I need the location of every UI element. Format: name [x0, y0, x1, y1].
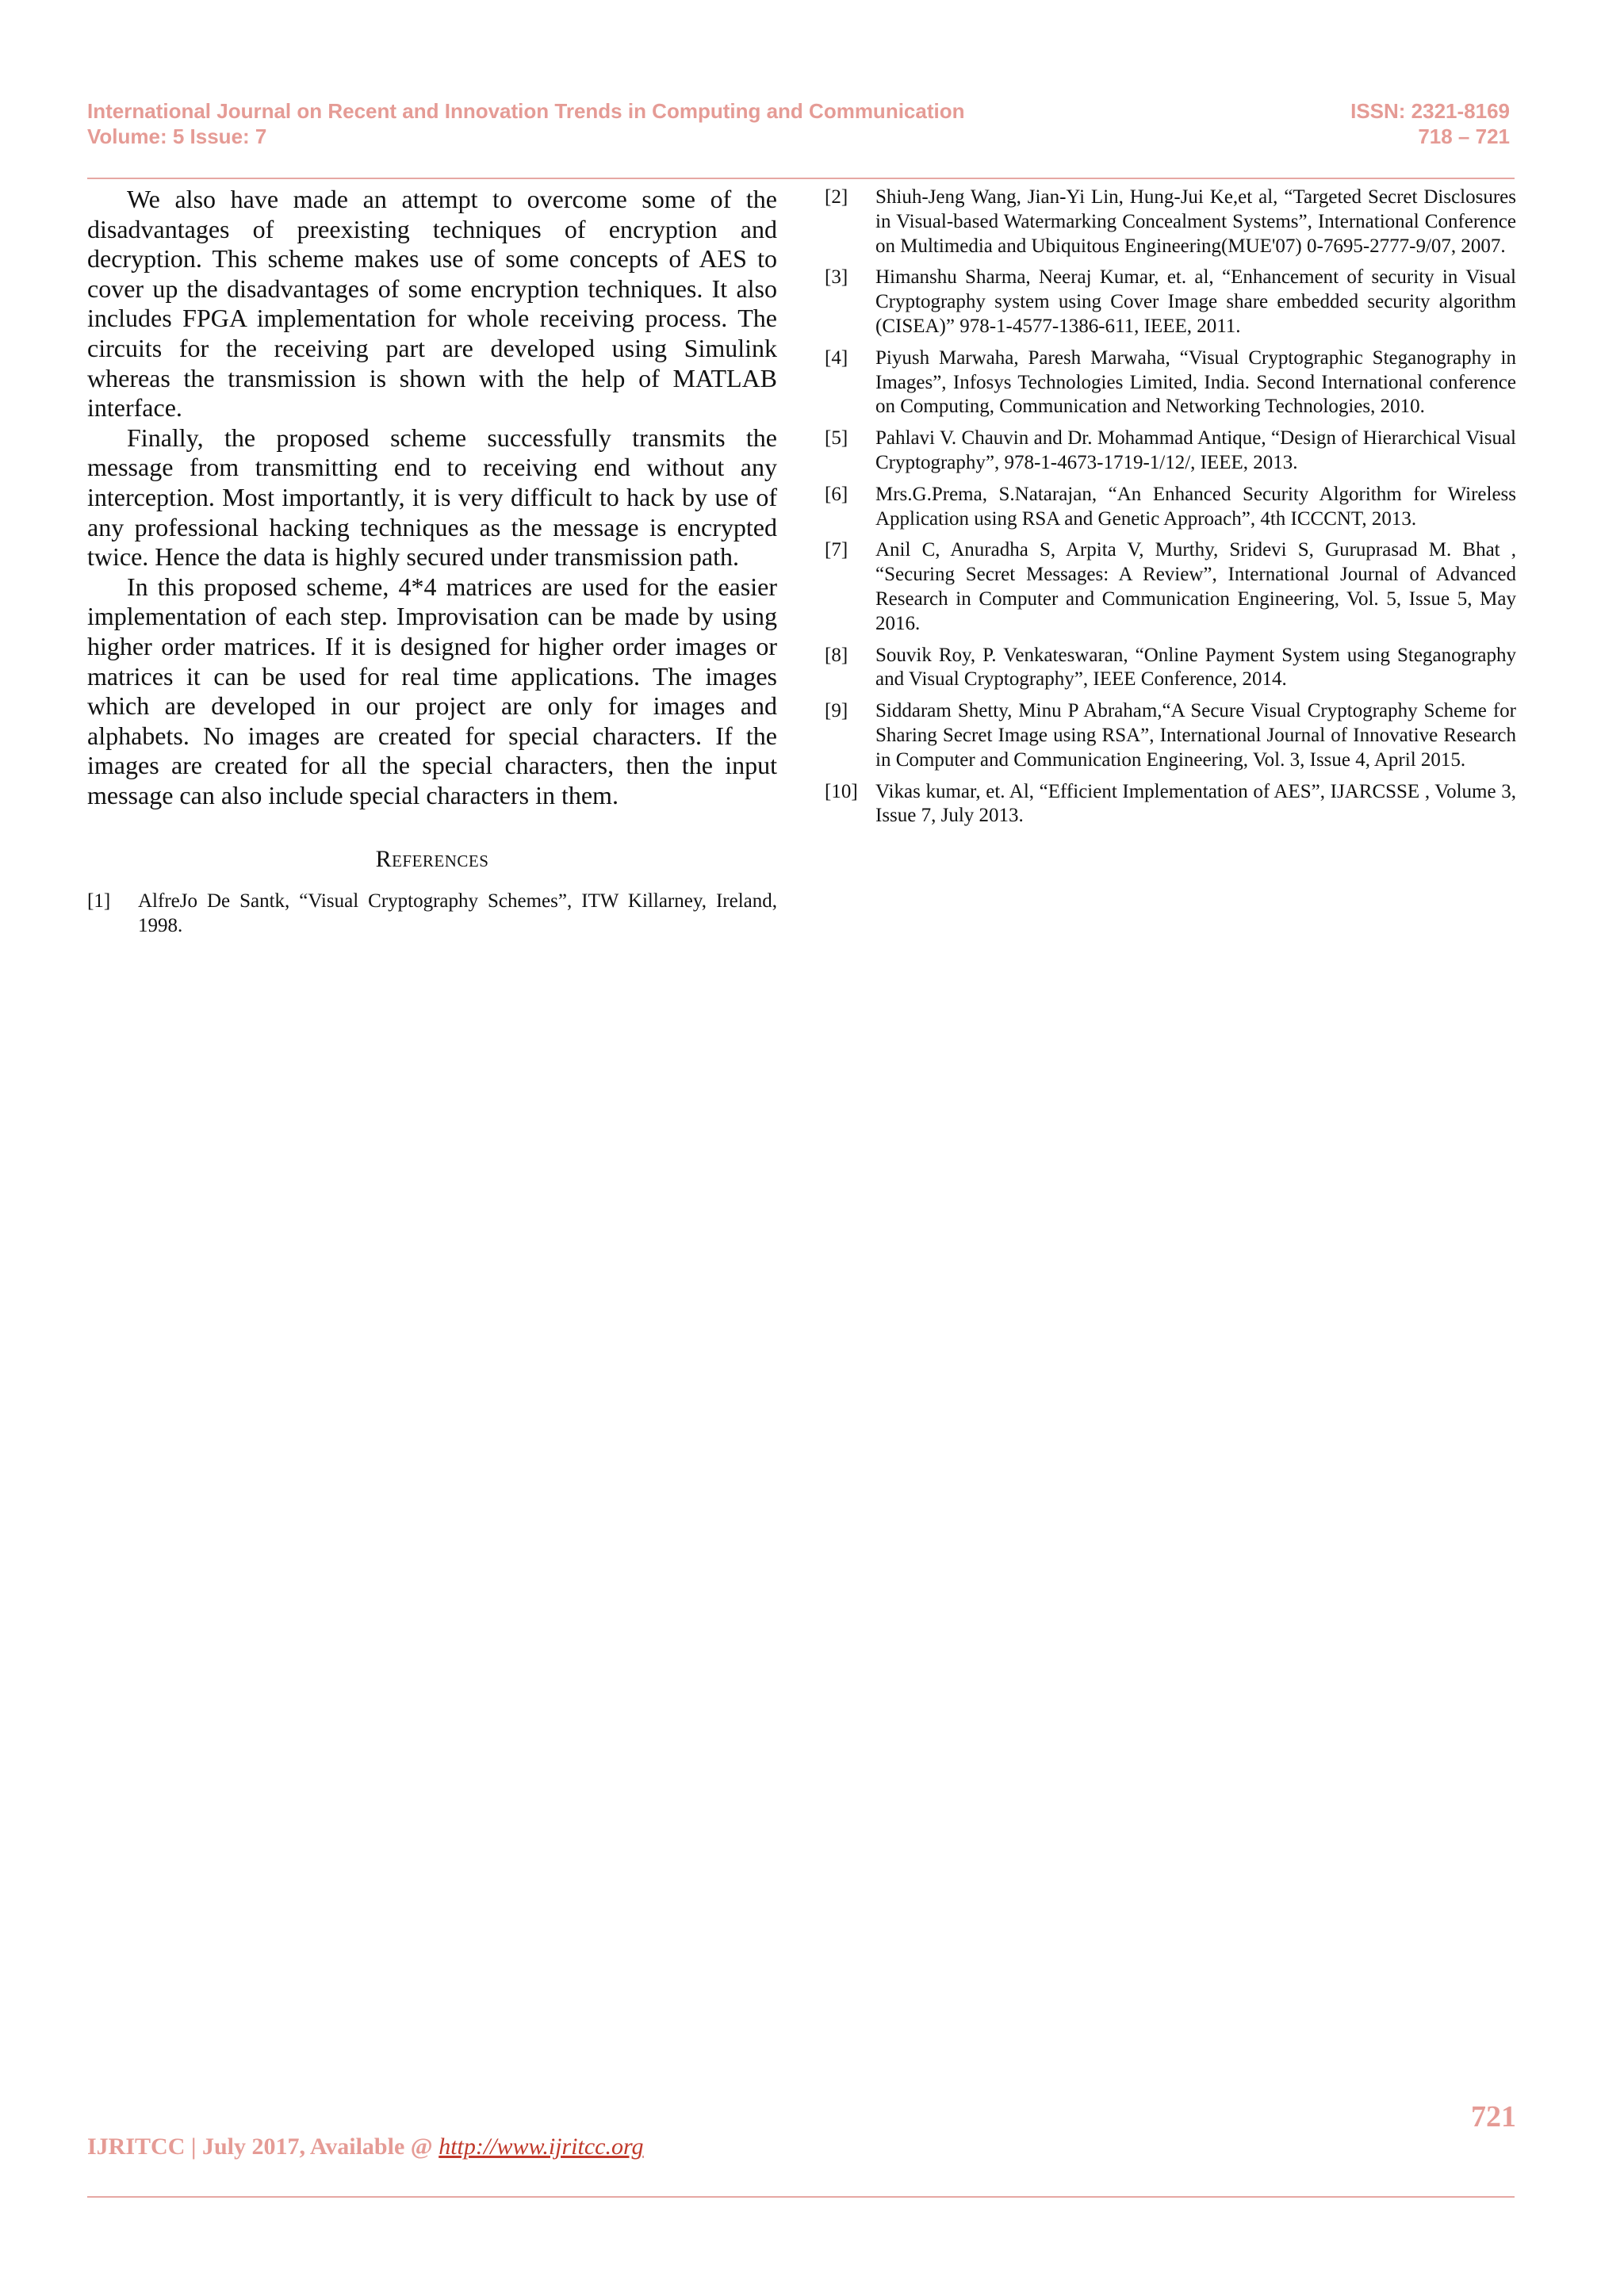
body-paragraph: Finally, the proposed scheme successfully transmits the message from transmitting end to receiving end without any interception. Most importantly, it is very difficult to hack by use of any professional hacking techniques as the message is encrypted twice. Hence the data is highly secured under transmission path.: [87, 423, 777, 572]
reference-item: [825, 346, 1516, 419]
reference-text: Shiuh-Jeng Wang, Jian-Yi Lin, Hung-Jui Ke,et al, “Targeted Secret Disclosures in Visual-based Watermarking Concealment Systems”, International Conference on Multimedia and Ubiquitous Engineering(MUE'07) 0-7695-2777-9/07, 2007.: [875, 186, 1516, 257]
reference-text: AlfreJo De Santk, “Visual Cryptography Schemes”, ITW Killarney, Ireland, 1998.: [138, 890, 777, 937]
reference-number: [4]: [825, 346, 848, 369]
left-column: [87, 185, 777, 946]
page-number: 721: [1471, 2100, 1516, 2133]
reference-text: Piyush Marwaha, Paresh Marwaha, “Visual Cryptographic Steganography in Images”, Infosys Technologies Limited, India. Second International conference on Computing, Communication and Networking Technologies, 2010.: [875, 346, 1516, 418]
reference-item: [87, 890, 777, 939]
reference-item: [825, 538, 1516, 636]
reference-text: Mrs.G.Prema, S.Natarajan, “An Enhanced Security Algorithm for Wireless Application using RSA and Genetic Approach”, 4th ICCCNT, 2013.: [875, 483, 1516, 530]
header-rule: [87, 178, 1515, 179]
footer-prefix: IJRITCC | July 2017, Available @: [87, 2133, 439, 2160]
reference-number: [7]: [825, 539, 848, 561]
reference-number: [9]: [825, 700, 848, 722]
right-column: [825, 186, 1516, 836]
reference-item: [825, 780, 1516, 829]
page-range: 718 – 721: [1418, 124, 1510, 148]
reference-text: Anil C, Anuradha S, Arpita V, Murthy, Sridevi S, Guruprasad M. Bhat , “Securing Secret Messages: A Review”, International Journal of Advanced Research in Computer and Communication Engineering, Vol. 5, Issue 5, May 2016.: [875, 539, 1516, 634]
reference-number: [3]: [825, 266, 848, 289]
references-heading: References: [375, 846, 489, 873]
footer-text: [87, 2133, 644, 2161]
reference-number: [5]: [825, 427, 848, 450]
reference-number: [6]: [825, 483, 848, 505]
reference-number: [1]: [87, 890, 111, 913]
reference-number: [10]: [825, 780, 858, 802]
body-paragraph: In this proposed scheme, 4*4 matrices are used for the easier implementation of each step. Improvisation can be made by using higher order matrices. If it is designed for higher order images or matrices it can be used for real time applications. The images which are developed in our project are only for images and alphabets. No images are created for special characters. If the images are created for all the special characters, then the input message can also include special characters in them.: [87, 572, 777, 809]
reference-text: Himanshu Sharma, Neeraj Kumar, et. al, “Enhancement of security in Visual Cryptography system using Cover Image share embedded security algorithm (CISEA)” 978-1-4577-1386-611, IEEE, 2011.: [875, 266, 1516, 337]
reference-item: [825, 699, 1516, 772]
reference-item: [825, 186, 1516, 258]
reference-number: [2]: [825, 186, 848, 208]
reference-item: [825, 427, 1516, 476]
footer-rule: [87, 2196, 1515, 2198]
reference-item: [825, 644, 1516, 693]
reference-text: Pahlavi V. Chauvin and Dr. Mohammad Antique, “Design of Hierarchical Visual Cryptography”, 978-1-4673-1719-1/12/, IEEE, 2013.: [875, 427, 1516, 473]
body-paragraph: We also have made an attempt to overcome some of the disadvantages of preexisting techniques of encryption and decryption. This scheme makes use of some concepts of AES to cover up the disadvantages of some encryption techniques. It also includes FPGA implementation for whole receiving process. The circuits for the receiving part are developed using Simulink whereas the transmission is shown with the help of MATLAB interface.: [87, 185, 777, 423]
reference-number: [8]: [825, 644, 848, 666]
journal-title: International Journal on Recent and Innovation Trends in Computing and Communication: [87, 99, 965, 123]
issn: ISSN: 2321-8169: [1350, 99, 1510, 123]
reference-text: Siddaram Shetty, Minu P Abraham,“A Secure Visual Cryptography Scheme for Sharing Secret Image using RSA”, International Journal of Innovative Research in Computer and Communication Engineering, Vol. 3, Issue 4, April 2015.: [875, 700, 1516, 771]
reference-text: Souvik Roy, P. Venkateswaran, “Online Payment System using Steganography and Visual Cryptography”, IEEE Conference, 2014.: [875, 644, 1516, 691]
footer-link[interactable]: http://www.ijritcc.org: [439, 2133, 644, 2160]
reference-item: [825, 266, 1516, 339]
reference-text: Vikas kumar, et. Al, “Efficient Implementation of AES”, IJARCSSE , Volume 3, Issue 7, July 2013.: [875, 780, 1516, 827]
reference-item: [825, 483, 1516, 532]
volume-issue: Volume: 5 Issue: 7: [87, 124, 267, 148]
